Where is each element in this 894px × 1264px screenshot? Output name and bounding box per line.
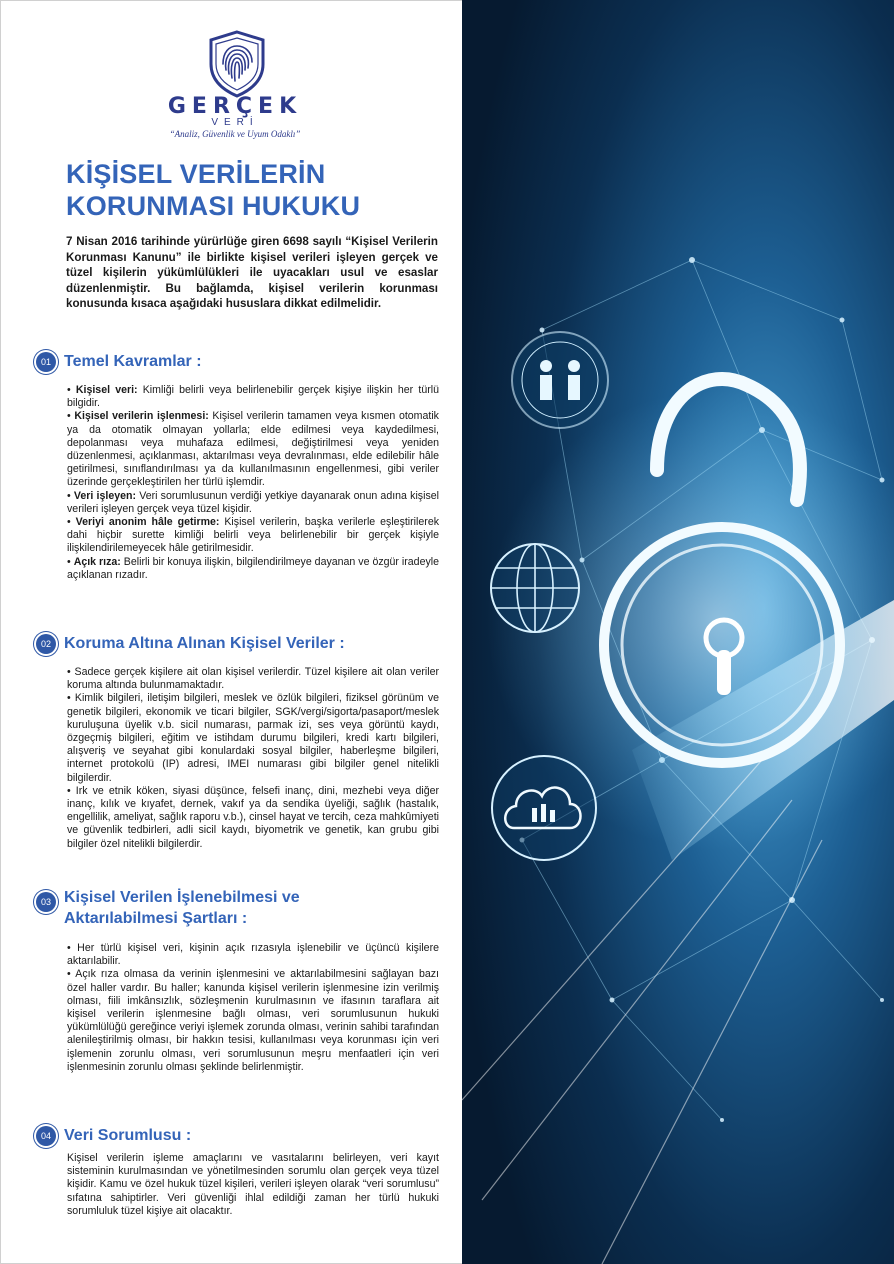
intro-paragraph: 7 Nisan 2016 tarihinde yürürlüğe giren 6698 sayılı “Kişisel Verilerin Korunması Kanunu” ile birlikte kişisel verileri işleyen gerçek ve tüzel kişilerin yükümlülükleri ile uyacakları usul ve esaslar düzenlenmiştir. Bu bağlamda, kişisel verilerin korunması konusunda kısaca aşağıdaki hususlara dikkat edilmelidir.: [66, 235, 438, 311]
page-title-line2: KORUNMASI HUKUKU: [66, 191, 361, 221]
section-2-number: 02: [36, 634, 56, 654]
brand-sub: VERİ: [211, 117, 259, 128]
page-title-line1: KİŞİSEL VERİLERİN: [66, 159, 326, 189]
list-item: • Kimlik bilgileri, iletişim bilgileri, meslek ve özlük bilgileri, fiziksel görünüm ve genetik bilgileri, ekonomik ve ticari bilgiler, SGK/vergi/sigorta/pasaport/meslek kuruluşuna üyelik v.b. sicil numarası, parmak izi, ses veya görüntü kaydı, özgeçmiş bilgileri, eğitim ve istihdam durumu bilgileri, kredi kartı bilgileri, alışveriş ve seyahat gibi konulardaki sosyal bilgiler, haberleşme bilgileri, internet protokolü (IP) adresi, IMEI numarası gibi bilgiler genel nitelikli bilgilerdir.: [67, 692, 440, 784]
brand-tagline: “Analiz, Güvenlik ve Uyum Odaklı”: [169, 129, 301, 139]
list-item: • Açık rıza: Belirli bir konuya ilişkin, bilgilendirilmeye dayanan ve özgür iradeyle açıklanan rızadır.: [67, 555, 440, 581]
section-4-title: Veri Sorumlusu :: [64, 1127, 192, 1144]
list-item: • Açık rıza olmasa da verinin işlenmesini ve aktarılabilmesini sağlayan bazı özel haller vardır. Bu haller; kanunda kişisel verilerin işlenmesine izin verilmiş olması, fiili imkânsızlık, sözleşmenin kurulmasının ve ifasının taraflara ait kişisel verilerin işlenmesine bağlı olması, veri sorumlusunun hukuki yükümlülüğü gereğince veriyi işlemek zorunda olması, verinin sahibi tarafından alenileştirilmiş olması, bir hakkın tesisi, kullanılması veya korunması için veri işlemenin zorunlu olması, veri sorumlusunun meşru menfaatleri için veri işlenmesinin zorunlu olması şeklinde belirlenmiştir.: [67, 968, 439, 1073]
globe-icon: [491, 544, 579, 632]
list-item: • Kişisel veri: Kimliği belirli veya belirlenebilir gerçek kişiye ilişkin her türlü bilgidir.: [67, 384, 439, 410]
section-1-number: 01: [36, 352, 56, 372]
cyber-security-illustration: [462, 0, 894, 1264]
people-circle-icon: [512, 332, 608, 428]
section-1-body: [67, 384, 439, 582]
section-3-body: [67, 942, 439, 1074]
section-4-body: [67, 1152, 439, 1218]
list-item: • Sadece gerçek kişilere ait olan kişisel verilerdir. Tüzel kişilere ait olan veriler koruma altında bulunmamaktadır.: [67, 666, 439, 692]
page-title: [66, 158, 446, 222]
section-3-title-line1: Kişisel Verilen İşlenebilmesi ve: [64, 889, 300, 906]
fingerprint-shield-icon: [150, 28, 325, 98]
section-3-number: 03: [36, 892, 56, 912]
section-2-title: Koruma Altına Alınan Kişisel Veriler :: [64, 635, 345, 652]
cloud-icon: [492, 756, 596, 860]
list-item: • Kişisel verilerin işlenmesi: Kişisel verilerin tamamen veya kısmen otomatik ya da otomatik olmayan yollarla; elde edilmesi veya kaydedilmesi, depolanması veya muhafaza edilmesi, değiştirilmesi veya yeniden düzenlenmesi, açıklanması, aktarılması veya devralınması, elde edilebilir hâle getirilmesi, sınıflandırılması ya da kullanılmasının engellenmesi, gibi veriler üzerinde gerçekleştirilen her türlü işlemdir.: [67, 410, 439, 489]
list-item: • Her türlü kişisel veri, kişinin açık rızasıyla işlenebilir ve üçüncü kişilere aktarılabilir.: [67, 942, 439, 968]
section-4-number: 04: [36, 1126, 56, 1146]
illustration-svg: [462, 0, 894, 1264]
section-3-title-line2: Aktarılabilmesi Şartları :: [64, 910, 248, 927]
section-2-body: [67, 666, 439, 851]
section-3-title: [64, 887, 444, 929]
list-item: • Irk ve etnik köken, siyasi düşünce, felsefi inanç, dini, mezhebi veya diğer inanç, kılık ve kıyafet, dernek, vakıf ya da sendika üyeliği, sağlık (hastalık, engellilik, ameliyat, sağlık raporu v.b.), cinsel hayat ve tercih, ceza mahkûmiyeti ve güvenlik tedbirleri, adli sicil kaydı, biyometrik ve genetik, kan grubu gibi bilgiler özel nitelikli bilgilerdir.: [67, 784, 440, 850]
section-1-title: Temel Kavramlar :: [64, 353, 202, 370]
brand-name: GERÇEK: [167, 94, 303, 119]
section-4-paragraph: Kişisel verilerin işleme amaçlarını ve vasıtalarını belirleyen, veri kayıt sisteminin kurulmasından ve yönetilmesinden sorumlu olan gerçek veya tüzel kişidir. Kamu ve özel hukuk tüzel kişileri, verileri işleyen olarak “veri sorumlusu” sıfatına sahiptirler. Veri güvenliği ihlal edildiği zaman her türlü hukuki sorumluluk tüzel kişiye ait olacaktır.: [67, 1152, 439, 1217]
list-item: • Veriyi anonim hâle getirme: Kişisel verilerin, başka verilerle eşleştirilerek dahi hiçbir surette kimliği belirli veya belirlenebilir bir gerçek kişiyle ilişkilendirilemeyecek hâle getirilmesidir.: [67, 516, 440, 555]
list-item: • Veri işleyen: Veri sorumlusunun verdiği yetkiye dayanarak onun adına kişisel verileri işleyen gerçek veya tüzel kişidir.: [67, 489, 439, 515]
